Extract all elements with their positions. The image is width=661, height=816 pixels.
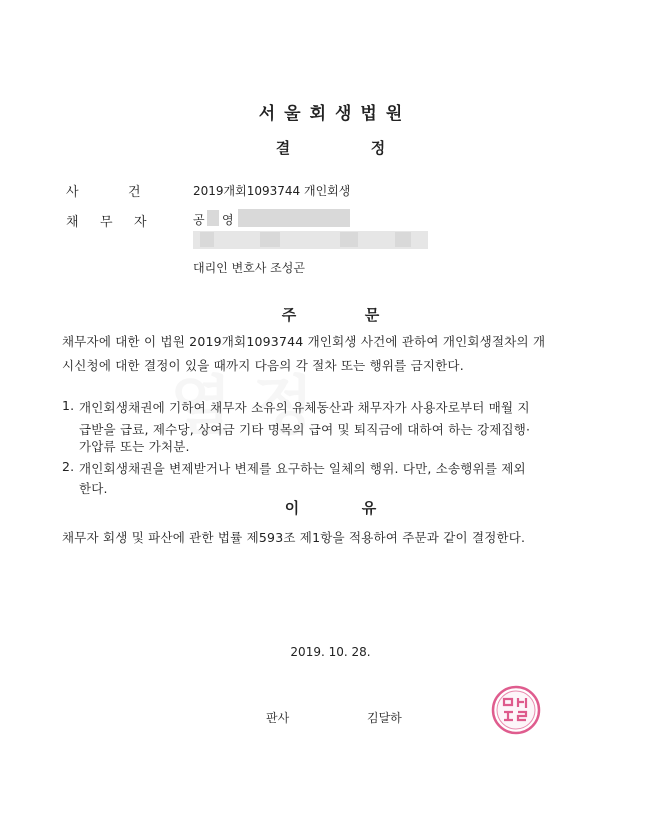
- debtor-name-char-1: 공: [193, 213, 205, 227]
- decision-title: [0, 137, 661, 158]
- decision-title-char-2: 정: [370, 139, 386, 157]
- reason-heading-char-2: 유: [361, 499, 377, 517]
- reason-heading: [0, 497, 661, 518]
- redacted-block: [260, 232, 280, 247]
- debtor-label-char-2: 무: [100, 215, 113, 230]
- item-1-number: 1.: [62, 398, 75, 413]
- item-2-line-2: 한다.: [79, 481, 108, 496]
- order-heading: [0, 304, 661, 325]
- redacted-block: [395, 232, 411, 247]
- redacted-block: [200, 232, 214, 247]
- case-number: 2019개회1093744 개인회생: [193, 184, 351, 198]
- judge-seal: [490, 684, 542, 736]
- item-1-line-2: 급받을 급료, 제수당, 상여금 기타 명목의 급여 및 퇴직금에 대하여 하는 강제집행·: [79, 422, 531, 437]
- item-2-line-1: 개인회생채권을 변제받거나 변제를 요구하는 일체의 행위. 다만, 소송행위를 제외: [79, 461, 526, 476]
- item-1-line-1: 개인회생채권에 기하여 채무자 소유의 유체동산과 채무자가 사용자로부터 매월 지: [79, 400, 530, 415]
- redacted-address-block: [193, 231, 428, 249]
- order-line-1: 채무자에 대한 이 법원 2019개회1093744 개인회생 사건에 관하여 개인회생절차의 개: [62, 334, 546, 349]
- decision-date: 2019. 10. 28.: [290, 645, 371, 659]
- judge-name: 김달하: [367, 711, 402, 725]
- debtor-label-char-1: 채: [66, 215, 79, 230]
- decision-title-char-1: 결: [275, 139, 291, 157]
- order-line-2: 시신청에 대한 결정이 있을 때까지 다음의 각 절차 또는 행위를 금지한다.: [62, 358, 464, 373]
- debtor-agent: 대리인 변호사 조성곤: [193, 261, 305, 275]
- order-heading-char-2: 문: [364, 306, 380, 324]
- item-1-line-3: 가압류 또는 가처분.: [79, 439, 190, 454]
- redacted-block: [207, 210, 219, 226]
- case-label-char-1: 사: [66, 185, 79, 200]
- redacted-block: [238, 209, 350, 227]
- redacted-block: [340, 232, 358, 247]
- reason-heading-char-1: 이: [284, 499, 300, 517]
- debtor-label: [66, 211, 168, 230]
- case-label: [66, 181, 141, 200]
- debtor-name-char-2: 영: [222, 213, 234, 227]
- debtor-label-char-3: 자: [134, 215, 147, 230]
- court-name: 서울회생법원: [258, 104, 412, 124]
- order-heading-char-1: 주: [281, 306, 297, 324]
- reason-text: 채무자 회생 및 파산에 관한 법률 제593조 제1항을 적용하여 주문과 같이 결정한다.: [62, 530, 526, 545]
- item-2-number: 2.: [62, 459, 75, 474]
- judge-title: 판사: [266, 711, 290, 725]
- case-label-char-2: 건: [128, 185, 141, 200]
